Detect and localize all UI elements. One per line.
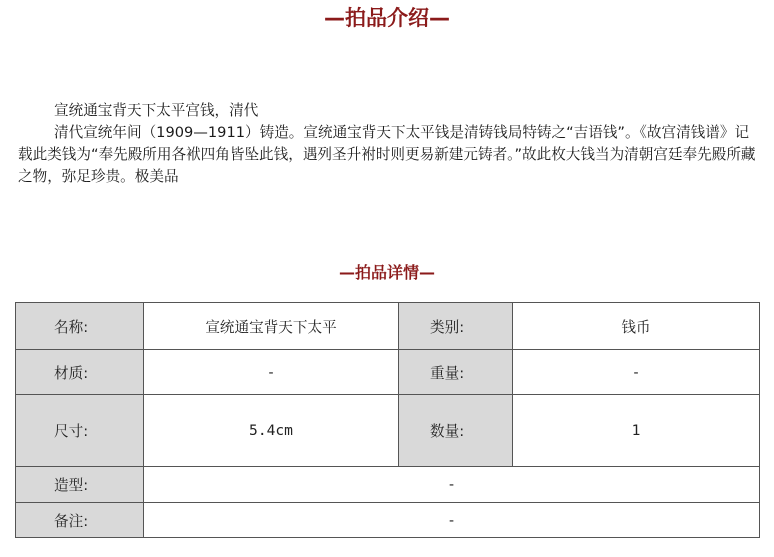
weight-label: 重量: <box>399 350 513 395</box>
table-row <box>16 503 760 538</box>
remarks-value: - <box>144 503 760 538</box>
material-label: 材质: <box>16 350 144 395</box>
name-value: 宣统通宝背天下太平 <box>144 303 399 350</box>
shape-value: - <box>144 467 760 503</box>
details-heading: —拍品详情— <box>338 263 435 282</box>
name-label: 名称: <box>16 303 144 350</box>
intro-heading: —拍品介绍— <box>324 6 450 30</box>
intro-description: 清代宣统年间（1909—1911）铸造。宣统通宝背天下太平钱是清铸钱局特铸之“吉语钱”。《故宫清钱谱》记载此类钱为“奉先殿所用各袱四角皆坠此钱，遇列圣升袝时则更易新建元铸者。”故此枚大钱当为清朝宫廷奉先殿所藏之物，弥足珍贵。极美品 <box>18 124 756 185</box>
table-row <box>16 350 760 395</box>
quantity-value: 1 <box>513 395 760 467</box>
category-value: 钱币 <box>513 303 760 350</box>
intro-title-line: 宣统通宝背天下太平宫钱，清代 <box>54 102 259 119</box>
quantity-label: 数量: <box>399 395 513 467</box>
category-label: 类别: <box>399 303 513 350</box>
material-value: - <box>144 350 399 395</box>
remarks-label: 备注: <box>16 503 144 538</box>
shape-label: 造型: <box>16 467 144 503</box>
table-row <box>16 303 760 350</box>
weight-value: - <box>513 350 760 395</box>
intro-text <box>18 100 758 188</box>
size-value: 5.4cm <box>144 395 399 467</box>
table-row <box>16 467 760 503</box>
table-row <box>16 395 760 467</box>
details-table <box>15 302 760 538</box>
size-label: 尺寸: <box>16 395 144 467</box>
